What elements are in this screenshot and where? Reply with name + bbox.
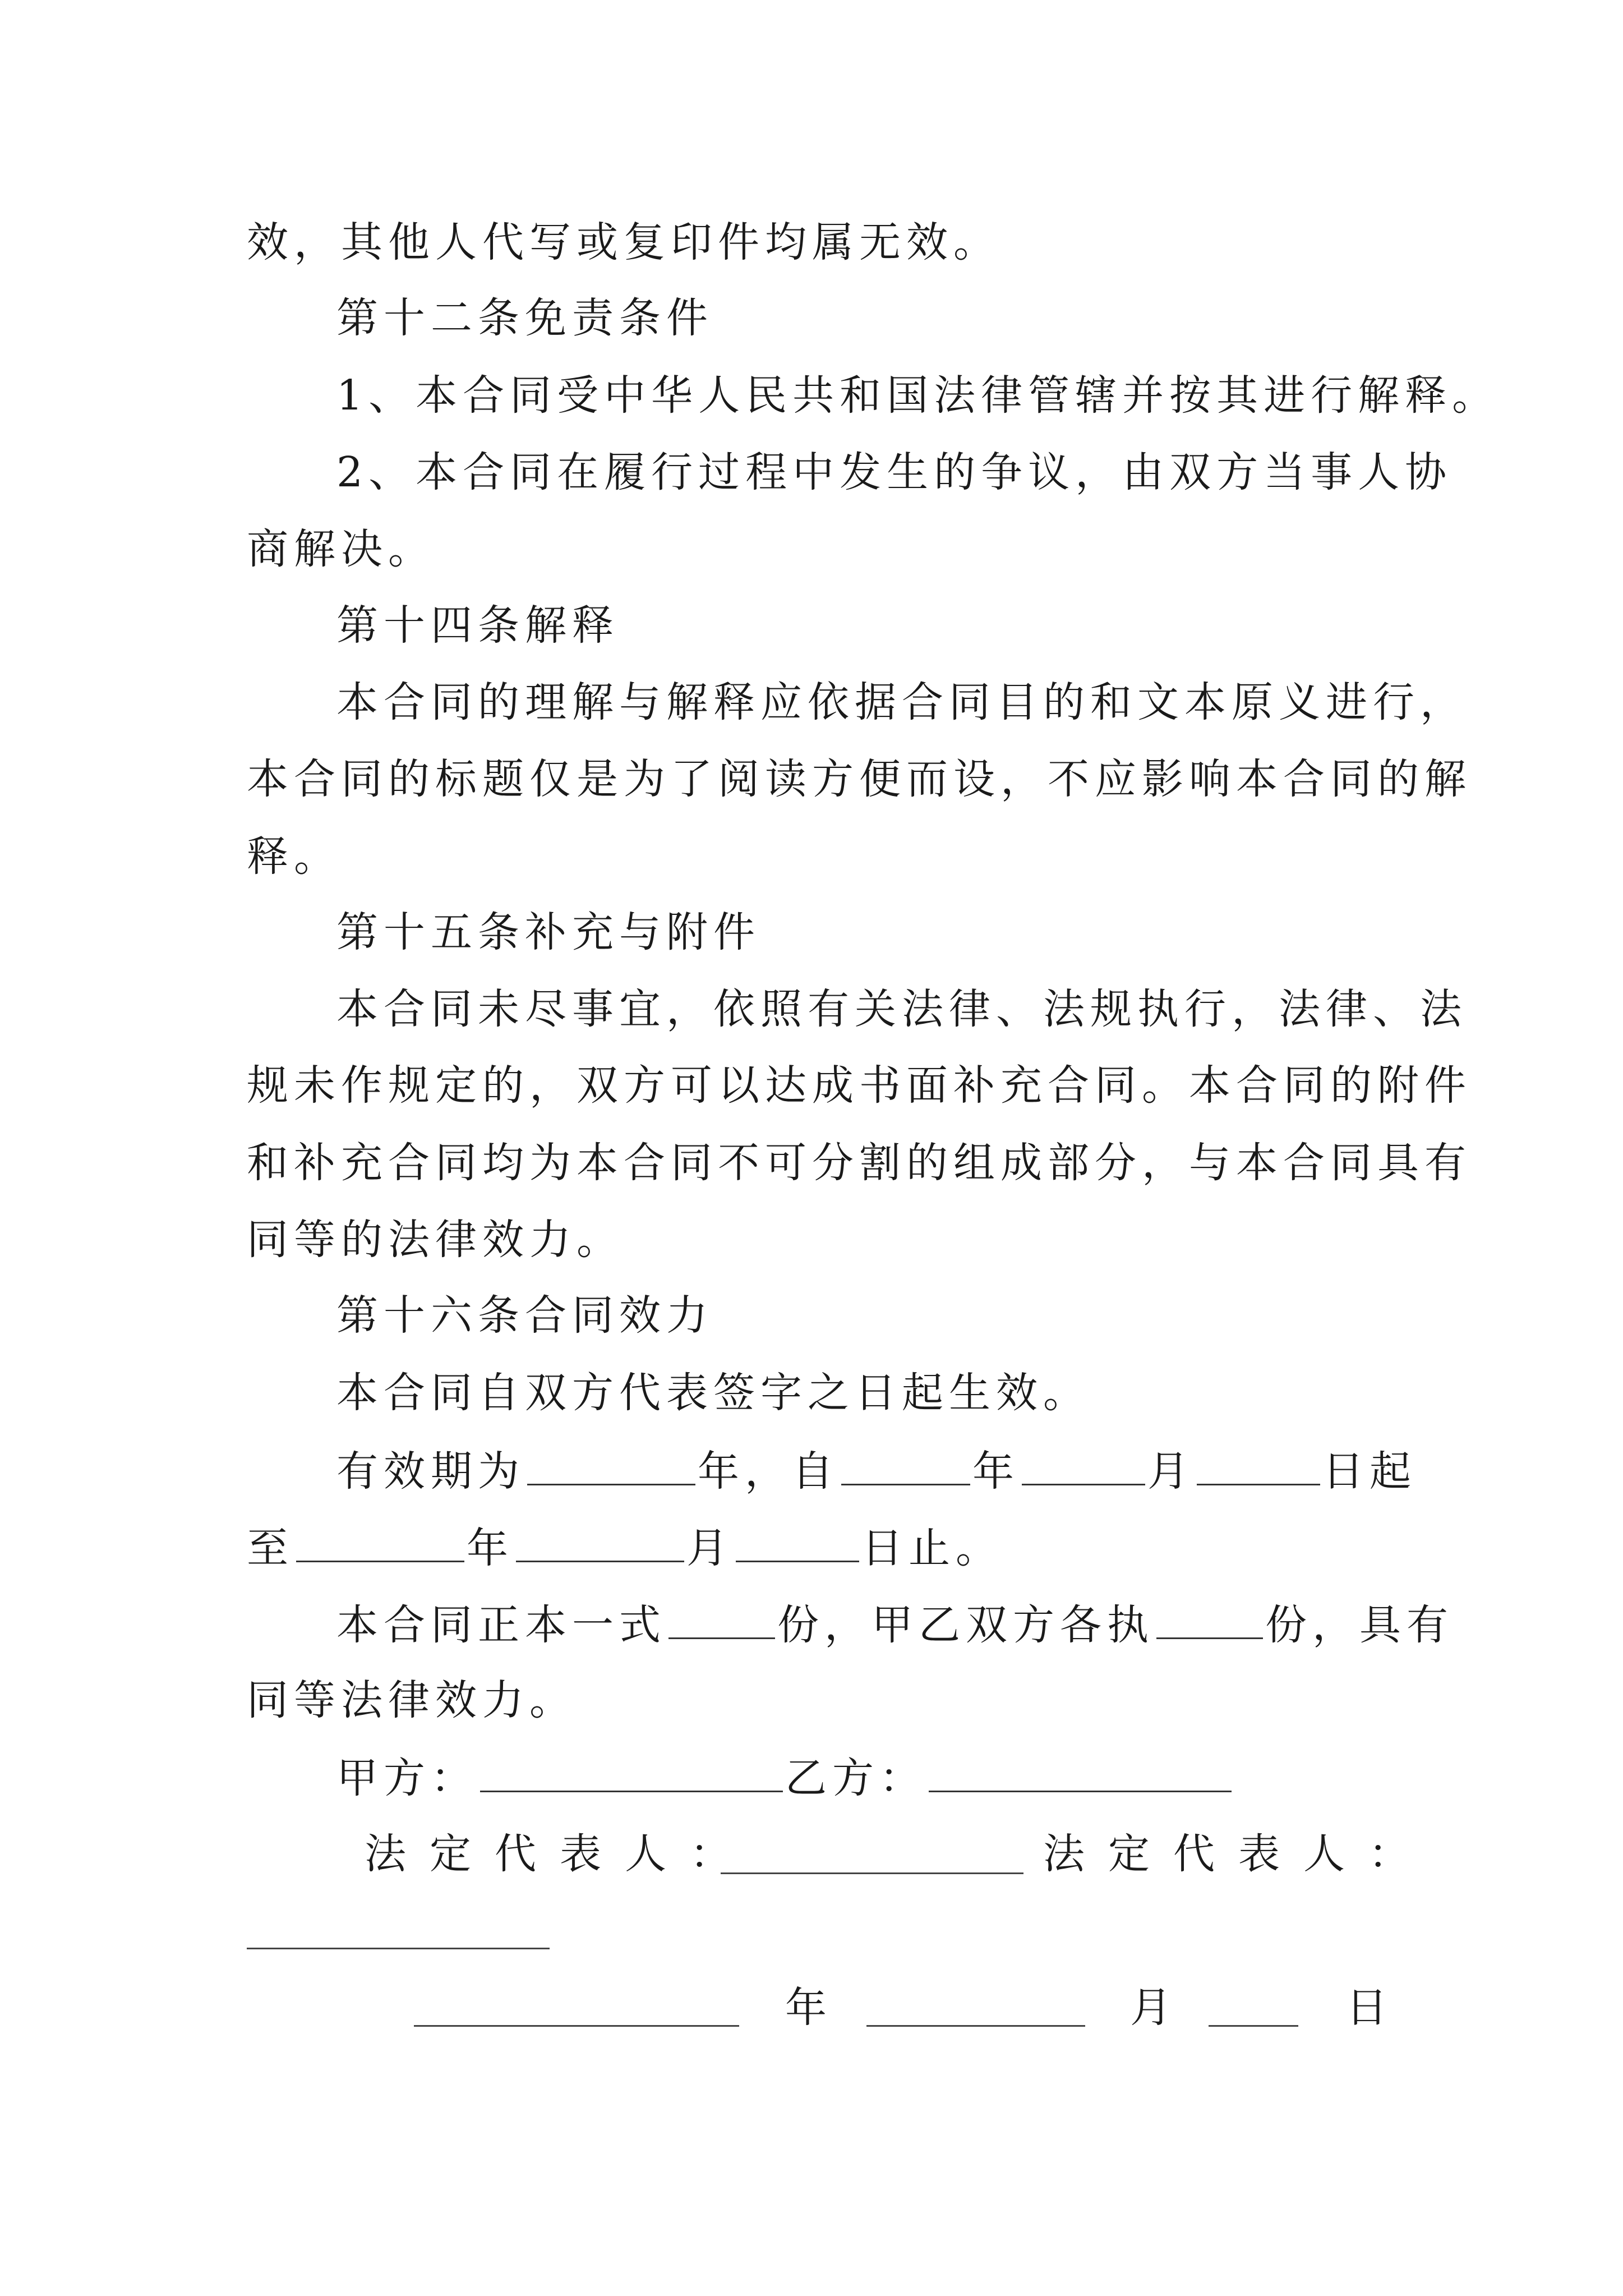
section-heading-16: 第十六条合同效力 bbox=[336, 1291, 713, 1340]
paragraph-line: 释。 bbox=[247, 832, 341, 881]
paragraph-line: 规未作规定的，双方可以达成书面补充合同。本合同的附件 bbox=[247, 1061, 1472, 1110]
validity-end-line bbox=[247, 1524, 1003, 1572]
party-a-label: 甲方： bbox=[336, 1754, 478, 1802]
paragraph-line: 本合同的标题仅是为了阅读方便而设，不应影响本合同的解 bbox=[247, 755, 1472, 803]
validity-prefix: 有效期为 bbox=[336, 1447, 525, 1496]
paragraph-line: 本合同自双方代表签字之日起生效。 bbox=[336, 1369, 1090, 1417]
paragraph-line: 同等法律效力。 bbox=[247, 1676, 577, 1724]
blank-copies-total-field[interactable] bbox=[668, 1603, 775, 1639]
validity-year-label: 年 bbox=[972, 1447, 1020, 1496]
validity-day-label: 日起 bbox=[1322, 1447, 1417, 1496]
paragraph-line: 本合同的理解与解释应依据合同目的和文本原义进行， bbox=[336, 678, 1467, 726]
date-month-label: 月 bbox=[1130, 1984, 1177, 2032]
validity-to: 至 bbox=[247, 1524, 294, 1572]
paragraph-line: 2、本合同在履行过程中发生的争议，由双方当事人协 bbox=[336, 448, 1453, 496]
validity-day-label: 日止。 bbox=[861, 1524, 1003, 1572]
blank-end-month-field[interactable] bbox=[516, 1526, 684, 1562]
paragraph-line: 和补充合同均为本合同不可分割的组成部分，与本合同具有 bbox=[247, 1139, 1472, 1187]
section-heading-12: 第十二条免责条件 bbox=[336, 294, 713, 342]
parties-line bbox=[336, 1754, 1234, 1802]
date-year-label: 年 bbox=[785, 1984, 832, 2032]
copies-prefix: 本合同正本一式 bbox=[336, 1601, 666, 1649]
copies-suffix: 份，具有 bbox=[1265, 1601, 1454, 1649]
validity-line bbox=[336, 1447, 1417, 1496]
party-b-signature-field[interactable] bbox=[929, 1756, 1232, 1792]
paragraph-line: 效，其他人代写或复印件均属无效。 bbox=[247, 218, 1000, 266]
blank-copies-each-field[interactable] bbox=[1156, 1603, 1263, 1639]
validity-month-label: 月 bbox=[686, 1524, 734, 1572]
blank-start-month-field[interactable] bbox=[1022, 1449, 1145, 1485]
copies-line bbox=[336, 1601, 1454, 1649]
legal-rep-a-signature-field[interactable] bbox=[721, 1872, 1023, 1874]
paragraph-line: 商解决。 bbox=[247, 525, 435, 573]
section-heading-15: 第十五条补充与附件 bbox=[336, 908, 760, 956]
blank-start-day-field[interactable] bbox=[1197, 1449, 1320, 1485]
blank-years-field[interactable] bbox=[527, 1449, 695, 1485]
party-a-signature-field[interactable] bbox=[480, 1756, 783, 1792]
paragraph-line: 本合同未尽事宜，依照有关法律、法规执行，法律、法 bbox=[336, 985, 1467, 1033]
date-day-label: 日 bbox=[1346, 1984, 1393, 2032]
blank-sign-year-field[interactable] bbox=[414, 2025, 739, 2027]
blank-end-year-field[interactable] bbox=[296, 1526, 464, 1562]
copies-mid: 份，甲乙双方各执 bbox=[777, 1601, 1154, 1649]
blank-sign-month-field[interactable] bbox=[866, 2025, 1085, 2027]
legal-rep-b-label: 法定代表人： bbox=[1043, 1830, 1433, 1878]
blank-sign-day-field[interactable] bbox=[1209, 2025, 1298, 2027]
legal-rep-a-label: 法定代表人： bbox=[365, 1830, 755, 1878]
party-b-label: 乙方： bbox=[785, 1754, 926, 1802]
paragraph-line: 1、本合同受中华人民共和国法律管辖并按其进行解释。 bbox=[336, 371, 1500, 420]
blank-start-year-field[interactable] bbox=[841, 1449, 970, 1485]
paragraph-line: 同等的法律效力。 bbox=[247, 1216, 624, 1264]
section-heading-14: 第十四条解释 bbox=[336, 601, 619, 650]
validity-year-label: 年 bbox=[467, 1524, 514, 1572]
validity-month-label: 月 bbox=[1147, 1447, 1195, 1496]
validity-year-label: 年，自 bbox=[698, 1447, 839, 1496]
blank-end-day-field[interactable] bbox=[736, 1526, 859, 1562]
legal-rep-b-signature-field[interactable] bbox=[247, 1948, 550, 1949]
